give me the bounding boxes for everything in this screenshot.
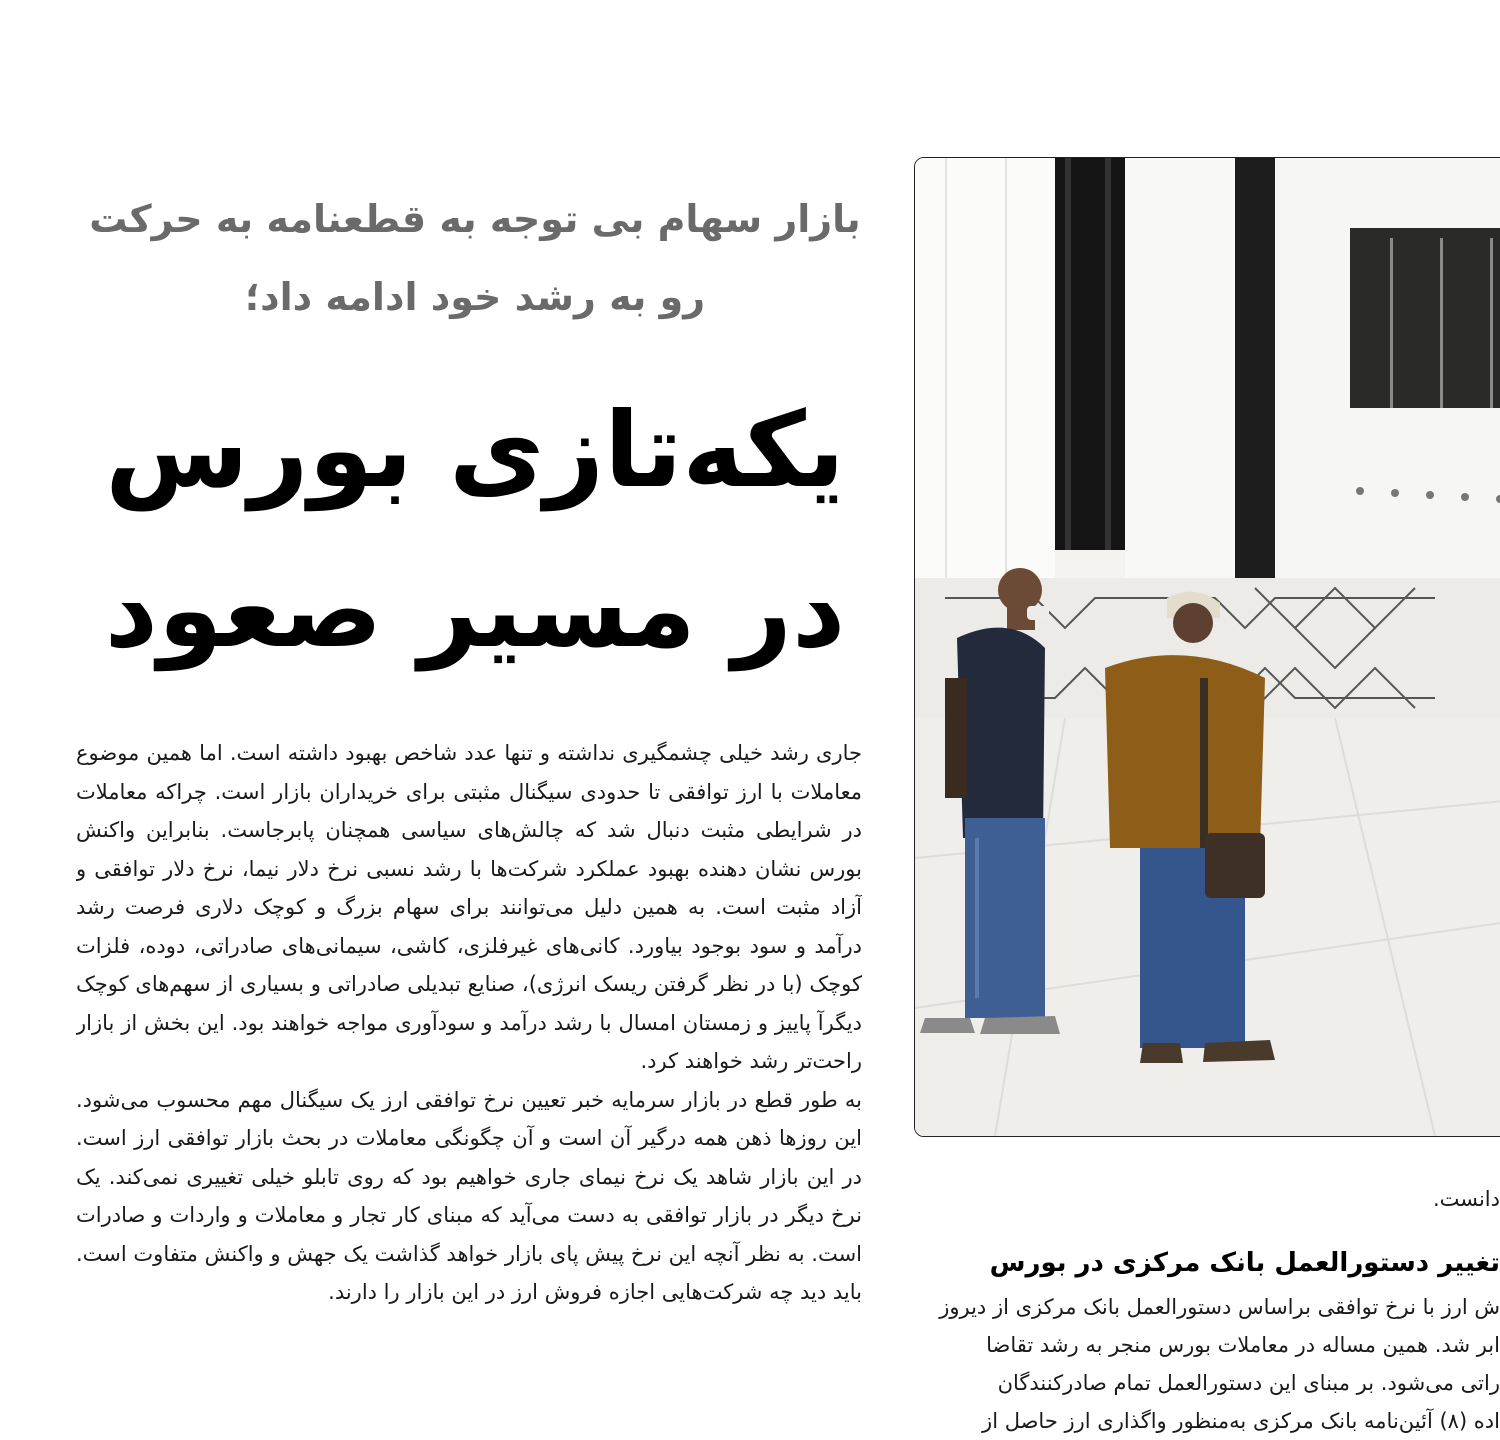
right-column-text	[906, 1288, 1500, 1440]
article-paragraph: جاری رشد خیلی چشمگیری نداشته و تنها عدد شاخص بهبود داشته است. اما همین موضوع معاملات با ارز توافقی تا حدودی سیگنال مثبتی برای خریداران بازار است. چراکه معاملات در شرایطی مثبت دنبال شد که چالش‌های سیاسی همچنان پابرجاست. بنابراین واکنش بورس نشان دهنده بهبود عملکرد شرکت‌ها با رشد نسبی نرخ دلار نیما، نرخ دلار توافقی و آزاد مثبت است. به همین دلیل می‌توانند برای سهام بزرگ و کوچک دلاری فرصت رشد درآمد و سود بوجود بیاورد. کانی‌های غیرفلزی، کاشی، سیمانی‌های صادراتی، دوده، فلزات کوچک (با در نظر گرفتن ریسک انرژی)، صنایع تبدیلی صادراتی و بسیاری از سهم‌های کوچک دیگرآ پاییز و زمستان امسال با رشد درآمد و سودآوری مواجه خواهند بود. این بخش از بازار راحت‌تر رشد خواهند کرد.	[76, 741, 862, 1073]
article-kicker: بازار سهام بی توجه به قطعنامه به حرکت رو به رشد خود ادامه داد؛	[89, 197, 861, 319]
right-column-subheading: تغییر دستورالعمل بانک مرکزی در بورس	[989, 1248, 1500, 1278]
article-photo	[914, 157, 1500, 1137]
right-column-line: ش ارز با نرخ توافقی براساس دستورالعمل بانک مرکزی از دیروز	[939, 1295, 1500, 1319]
right-column-line: راتی می‌شود. بر مبنای این دستورالعمل تمام صادرکنندگان	[997, 1371, 1500, 1395]
article-paragraph: به طور قطع در بازار سرمایه خبر تعیین نرخ توافقی ارز یک سیگنال مهم محسوب می‌شود. این روزها ذهن همه درگیر آن است و آن چگونگی معاملات در بحث بازار توافقی ارز است. در این بازار شاهد یک نرخ نیمای جاری خواهیم بود که روی تابلو خیلی تغییری نمی‌کند. یک نرخ دیگر در بازار توافقی به دست می‌آید که مبنای کار تجار و معاملات و واردات و صادرات است. به نظر آنچه این نرخ پیش پای بازار خواهد گذاشت یک جهش و واکنش متفاوت است. باید دید چه شرکت‌هایی اجازه فروش ارز در این بازار را دارند.	[76, 1087, 862, 1304]
headline-line-1: یکه‌تازی بورس	[105, 389, 845, 511]
right-column-fragment-end: دانست.	[1432, 1187, 1500, 1211]
right-column-line: اده (۸) آئین‌نامه بانک مرکزی به‌منظور واگذاری ارز حاصل از	[982, 1409, 1500, 1433]
article-headline	[60, 370, 890, 690]
right-column-line: ابر شد. همین مساله در معاملات بورس منجر به رشد تقاضا	[986, 1333, 1500, 1357]
article-body-column	[76, 734, 862, 1440]
headline-line-2: در مسیر صعود	[104, 549, 846, 671]
